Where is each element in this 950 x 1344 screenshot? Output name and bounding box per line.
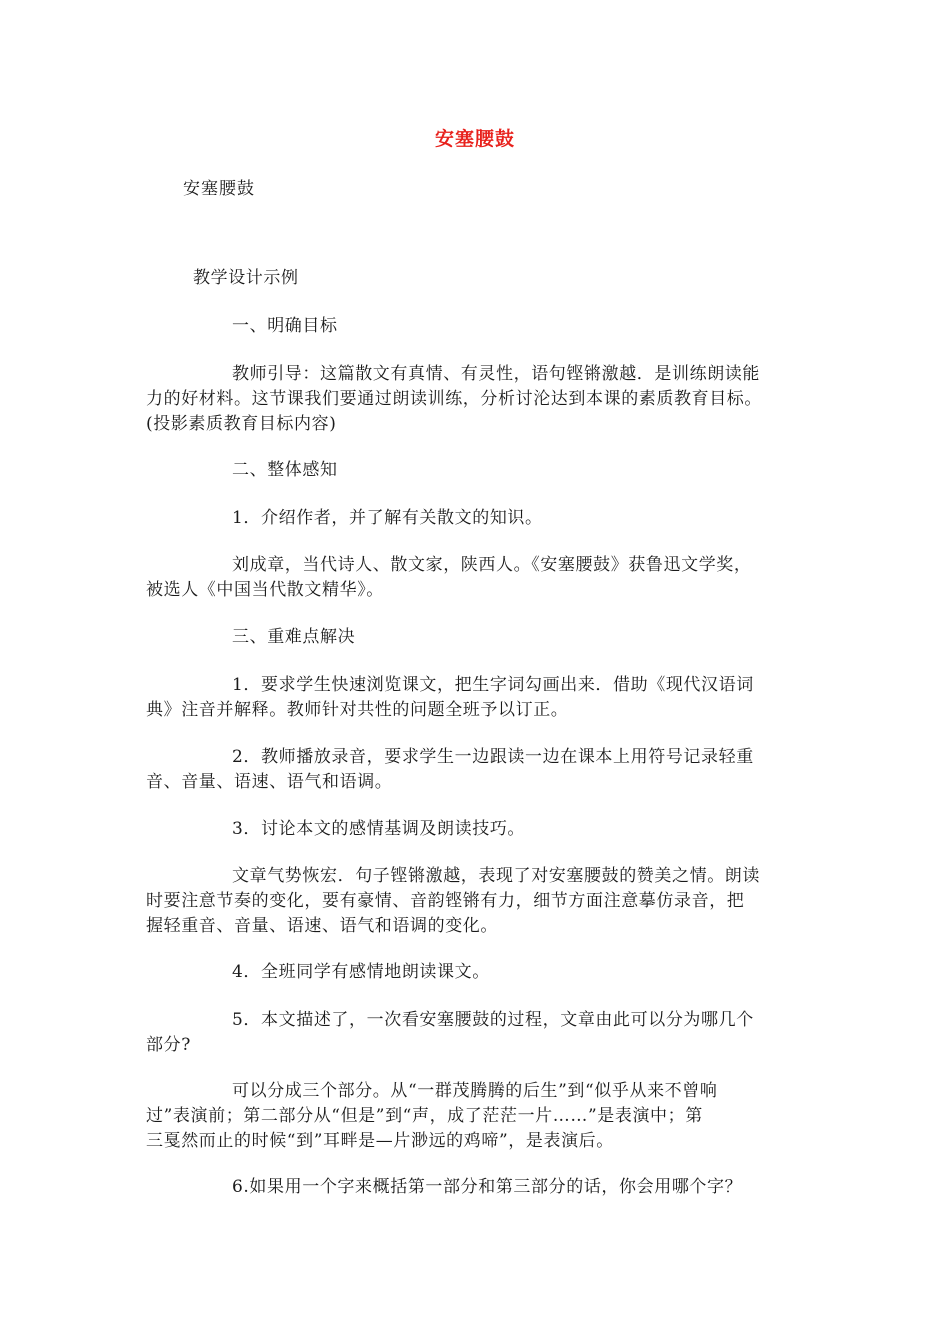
list-item-1: 1．介绍作者，并了解有关散文的知识。 bbox=[232, 508, 543, 528]
paragraph-three-parts bbox=[146, 1079, 806, 1154]
list-item-discussion: 3．讨论本文的感情基调及朗读技巧。 bbox=[232, 819, 526, 839]
paragraph-tone bbox=[146, 864, 806, 939]
paragraph-line: 刘成章，当代诗人、散文家，陕西人。《安塞腰鼓》获鲁迅文学奖， bbox=[232, 555, 752, 575]
list-item-structure bbox=[146, 1008, 806, 1058]
paragraph-line: 2．教师播放录音，要求学生一边跟读一边在课本上用符号记录轻重 bbox=[232, 747, 754, 767]
paragraph-line: 1．要求学生快速浏览课文，把生字词勾画出来．借助《现代汉语词 bbox=[232, 675, 754, 695]
paragraph-line: 教师引导：这篇散文有真情、有灵性，语句铿锵激越．是训练朗读能 bbox=[232, 364, 760, 384]
paragraph-line: 音、音量、语速、语气和语调。 bbox=[146, 772, 393, 792]
paragraph-line: 被选人《中国当代散文精华》。 bbox=[146, 580, 384, 600]
heading-overall: 二、整体感知 bbox=[232, 460, 338, 480]
list-item-recording bbox=[146, 745, 806, 795]
paragraph-line: 部分? bbox=[146, 1035, 191, 1055]
paragraph-line: 文章气势恢宏．句子铿锵激越，表现了对安塞腰鼓的赞美之情。朗读 bbox=[232, 866, 760, 886]
paragraph-line: 力的好材料。这节课我们要通过朗读训练，分析讨沦达到本课的素质教育目标。 bbox=[146, 389, 762, 409]
document-subtitle: 安塞腰鼓 bbox=[183, 179, 255, 199]
paragraph-line: 5．本文描述了，一次看安塞腰鼓的过程，文章由此可以分为哪几个 bbox=[232, 1010, 754, 1030]
list-item-one-word: 6.如果用一个字来概括第一部分和第三部分的话，你会用哪个字？ bbox=[232, 1177, 743, 1197]
heading-goals: 一、明确目标 bbox=[232, 316, 338, 336]
paragraph-line: (投影素质教育目标内容) bbox=[146, 414, 337, 434]
paragraph-line: 典》注音并解释。教师针对共性的问题全班予以订正。 bbox=[146, 700, 569, 720]
paragraph-author bbox=[146, 553, 806, 603]
paragraph-line: 握轻重音、音量、语速、语气和语调的变化。 bbox=[146, 916, 498, 936]
paragraph-teacher-guide bbox=[146, 362, 806, 437]
list-item-read-aloud: 4．全班同学有感情地朗读课文。 bbox=[232, 962, 490, 982]
paragraph-line: 过”表演前；第二部分从“但是”到“声，成了茫茫一片……”是表演中；第 bbox=[146, 1106, 703, 1126]
list-item-browse bbox=[146, 673, 806, 723]
heading-difficulties: 三、重难点解决 bbox=[232, 627, 356, 647]
paragraph-line: 三戛然而止的时候“到”耳畔是—片渺远的鸡啼”，是表演后。 bbox=[146, 1131, 614, 1151]
document-title: 安塞腰鼓 bbox=[434, 128, 515, 150]
paragraph-line: 可以分成三个部分。从“一群茂腾腾的后生”到“似乎从来不曾响 bbox=[232, 1081, 718, 1101]
section-design-heading: 教学设计示例 bbox=[193, 268, 299, 288]
paragraph-line: 时要注意节奏的变化，要有豪情、音韵铿锵有力，细节方面注意摹仿录音，把 bbox=[146, 891, 745, 911]
